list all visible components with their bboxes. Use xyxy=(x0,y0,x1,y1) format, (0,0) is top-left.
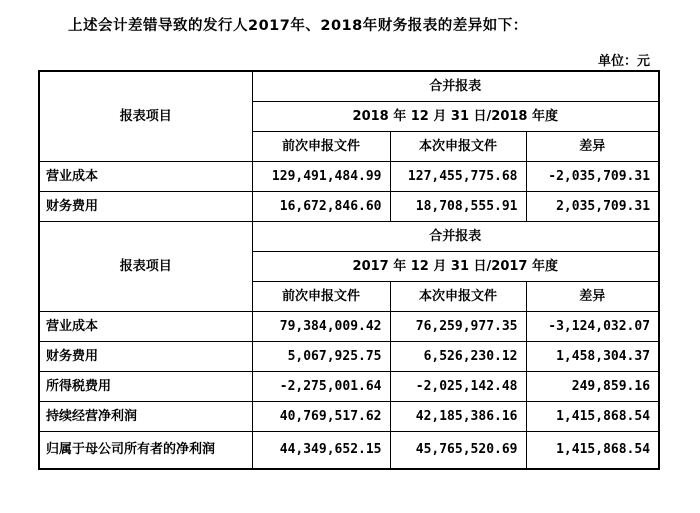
curr-value: 6,526,230.12 xyxy=(390,342,526,372)
item-header-2017: 报表项目 xyxy=(39,222,252,312)
group-header-2017: 合并报表 xyxy=(252,222,659,252)
prev-value: 40,769,517.62 xyxy=(252,402,390,432)
curr-value: 76,259,977.35 xyxy=(390,312,526,342)
prev-value: 16,672,846.60 xyxy=(252,192,390,222)
col-diff-2018: 差异 xyxy=(526,132,659,162)
table-row xyxy=(39,372,659,402)
table-row xyxy=(39,192,659,222)
prev-value: -2,275,001.64 xyxy=(252,372,390,402)
curr-value: 42,185,386.16 xyxy=(390,402,526,432)
diff-value: 249,859.16 xyxy=(526,372,659,402)
unit-label: 单位：元 xyxy=(597,54,650,69)
table-row xyxy=(39,312,659,342)
row-label: 营业成本 xyxy=(39,162,252,192)
col-prev-2018: 前次申报文件 xyxy=(252,132,390,162)
intro-text: 上述会计差错导致的发行人2017年、2018年财务报表的差异如下： xyxy=(68,18,528,34)
diff-value: 1,415,868.54 xyxy=(526,402,659,432)
col-curr-2018: 本次申报文件 xyxy=(390,132,526,162)
table-row xyxy=(39,162,659,192)
section-2018-group-row xyxy=(39,71,659,102)
diff-value: -2,035,709.31 xyxy=(526,162,659,192)
prev-value: 44,349,652.15 xyxy=(252,432,390,470)
curr-value: 127,455,775.68 xyxy=(390,162,526,192)
table-row xyxy=(39,432,659,470)
prev-value: 5,067,925.75 xyxy=(252,342,390,372)
table-row xyxy=(39,342,659,372)
curr-value: 45,765,520.69 xyxy=(390,432,526,470)
restatement-table xyxy=(38,70,660,470)
table-row xyxy=(39,402,659,432)
diff-value: 1,415,868.54 xyxy=(526,432,659,470)
row-label: 持续经营净利润 xyxy=(39,402,252,432)
group-header-2018: 合并报表 xyxy=(252,71,659,102)
diff-value: 2,035,709.31 xyxy=(526,192,659,222)
col-prev-2017: 前次申报文件 xyxy=(252,282,390,312)
row-label: 归属于母公司所有者的净利润 xyxy=(39,432,252,470)
diff-value: -3,124,032.07 xyxy=(526,312,659,342)
curr-value: -2,025,142.48 xyxy=(390,372,526,402)
col-diff-2017: 差异 xyxy=(526,282,659,312)
row-label: 营业成本 xyxy=(39,312,252,342)
col-curr-2017: 本次申报文件 xyxy=(390,282,526,312)
row-label: 财务费用 xyxy=(39,342,252,372)
prev-value: 79,384,009.42 xyxy=(252,312,390,342)
prev-value: 129,491,484.99 xyxy=(252,162,390,192)
curr-value: 18,708,555.91 xyxy=(390,192,526,222)
row-label: 所得税费用 xyxy=(39,372,252,402)
item-header-2018: 报表项目 xyxy=(39,71,252,162)
section-2017-group-row xyxy=(39,222,659,252)
period-2018: 2018 年 12 月 31 日/2018 年度 xyxy=(252,102,659,132)
row-label: 财务费用 xyxy=(39,192,252,222)
period-2017: 2017 年 12 月 31 日/2017 年度 xyxy=(252,252,659,282)
diff-value: 1,458,304.37 xyxy=(526,342,659,372)
